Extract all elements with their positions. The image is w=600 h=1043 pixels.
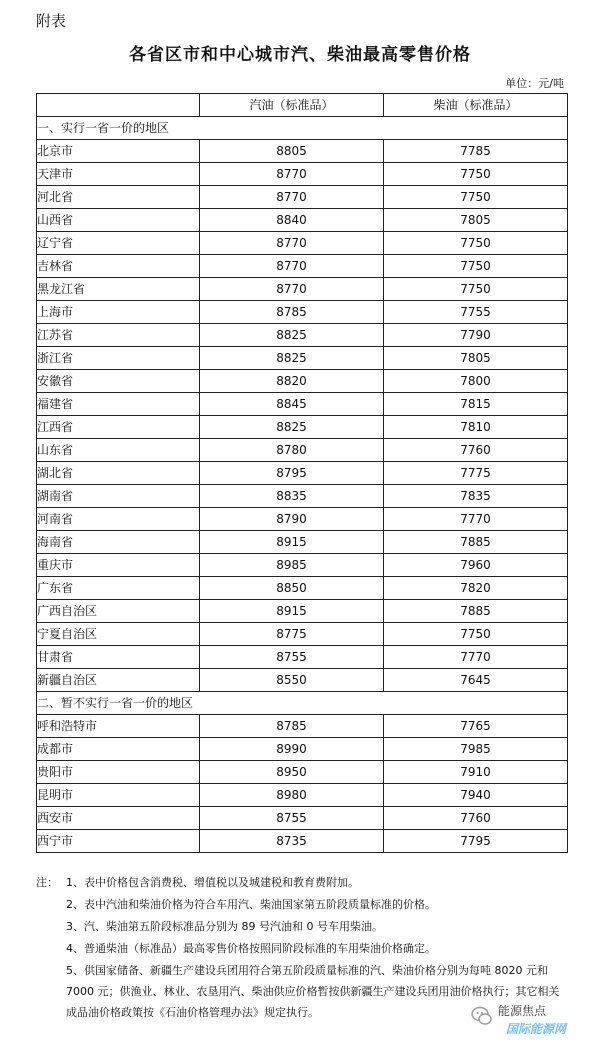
gasoline-price-cell: 8790 xyxy=(200,508,384,531)
table-row xyxy=(37,577,568,600)
table-row xyxy=(37,669,568,692)
gasoline-price-cell: 8825 xyxy=(200,347,384,370)
table-row xyxy=(37,830,568,853)
table-row xyxy=(37,508,568,531)
diesel-price-cell: 7985 xyxy=(384,738,568,761)
appendix-label: 附表 xyxy=(36,12,67,30)
region-name-cell: 河北省 xyxy=(37,186,200,209)
diesel-price-cell: 7785 xyxy=(384,140,568,163)
region-name-cell: 河南省 xyxy=(37,508,200,531)
table-row xyxy=(37,485,568,508)
price-table xyxy=(36,93,568,853)
region-name-cell: 甘肃省 xyxy=(37,646,200,669)
unit-label: 单位：元/吨 xyxy=(505,77,564,90)
table-row xyxy=(37,623,568,646)
section-title: 一、实行一省一价的地区 xyxy=(37,117,568,140)
gasoline-price-cell: 8755 xyxy=(200,807,384,830)
table-row xyxy=(37,393,568,416)
diesel-price-cell: 7760 xyxy=(384,439,568,462)
region-name-cell: 安徽省 xyxy=(37,370,200,393)
diesel-price-cell: 7790 xyxy=(384,324,568,347)
note-item xyxy=(36,894,566,916)
gasoline-price-cell: 8770 xyxy=(200,278,384,301)
diesel-price-cell: 7805 xyxy=(384,347,568,370)
watermark-name: 能源焦点 xyxy=(498,1004,547,1018)
diesel-price-cell: 7795 xyxy=(384,830,568,853)
diesel-price-cell: 7760 xyxy=(384,807,568,830)
region-name-cell: 江西省 xyxy=(37,416,200,439)
diesel-price-cell: 7960 xyxy=(384,554,568,577)
diesel-price-cell: 7815 xyxy=(384,393,568,416)
note-text: 4、普通柴油（标准品）最高零售价格按照同阶段标准的车用柴油价格确定。 xyxy=(66,942,436,955)
gasoline-price-cell: 8845 xyxy=(200,393,384,416)
diesel-price-cell: 7910 xyxy=(384,761,568,784)
region-name-cell: 新疆自治区 xyxy=(37,669,200,692)
table-row xyxy=(37,715,568,738)
note-text: 2、表中汽油和柴油价格为符合车用汽、柴油国家第五阶段质量标准的价格。 xyxy=(66,898,436,911)
section-title: 二、暂不实行一省一价的地区 xyxy=(37,692,568,715)
notes-label: 注： xyxy=(36,876,58,889)
diesel-price-cell: 7885 xyxy=(384,531,568,554)
region-name-cell: 山西省 xyxy=(37,209,200,232)
region-name-cell: 江苏省 xyxy=(37,324,200,347)
gasoline-price-cell: 8795 xyxy=(200,462,384,485)
region-name-cell: 昆明市 xyxy=(37,784,200,807)
diesel-price-cell: 7940 xyxy=(384,784,568,807)
diesel-price-cell: 7835 xyxy=(384,485,568,508)
column-header-diesel: 柴油（标准品） xyxy=(384,94,568,117)
diesel-price-cell: 7750 xyxy=(384,278,568,301)
gasoline-price-cell: 8825 xyxy=(200,416,384,439)
table-row xyxy=(37,209,568,232)
table-row xyxy=(37,140,568,163)
region-name-cell: 浙江省 xyxy=(37,347,200,370)
region-name-cell: 吉林省 xyxy=(37,255,200,278)
gasoline-price-cell: 8770 xyxy=(200,255,384,278)
gasoline-price-cell: 8915 xyxy=(200,531,384,554)
region-name-cell: 宁夏自治区 xyxy=(37,623,200,646)
diesel-price-cell: 7800 xyxy=(384,370,568,393)
gasoline-price-cell: 8785 xyxy=(200,301,384,324)
gasoline-price-cell: 8825 xyxy=(200,324,384,347)
region-name-cell: 湖北省 xyxy=(37,462,200,485)
region-name-cell: 福建省 xyxy=(37,393,200,416)
region-name-cell: 湖南省 xyxy=(37,485,200,508)
gasoline-price-cell: 8770 xyxy=(200,232,384,255)
gasoline-price-cell: 8980 xyxy=(200,784,384,807)
wechat-bubble-icon xyxy=(470,1004,494,1028)
note-text: 5、供国家储备、新疆生产建设兵团用符合第五阶段质量标准的汽、柴油价格分别为每吨 8020 元和 7000 元；供渔业、林业、农垦用汽、柴油供应价格暂按供新疆生产建设兵团用油价格执行；其它相关成品油价格政策按《石油价格管理办法》规定执行。 xyxy=(66,964,560,1019)
table-row xyxy=(37,531,568,554)
table-row xyxy=(37,416,568,439)
table-row xyxy=(37,278,568,301)
gasoline-price-cell: 8950 xyxy=(200,761,384,784)
diesel-price-cell: 7750 xyxy=(384,186,568,209)
watermark-site: 国际能源网 xyxy=(506,1022,567,1036)
table-row xyxy=(37,600,568,623)
gasoline-price-cell: 8735 xyxy=(200,830,384,853)
diesel-price-cell: 7810 xyxy=(384,416,568,439)
gasoline-price-cell: 8915 xyxy=(200,600,384,623)
table-row xyxy=(37,761,568,784)
gasoline-price-cell: 8990 xyxy=(200,738,384,761)
region-name-cell: 天津市 xyxy=(37,163,200,186)
region-name-cell: 北京市 xyxy=(37,140,200,163)
region-name-cell: 广东省 xyxy=(37,577,200,600)
region-name-cell: 广西自治区 xyxy=(37,600,200,623)
table-row xyxy=(37,439,568,462)
gasoline-price-cell: 8755 xyxy=(200,646,384,669)
note-item xyxy=(36,938,566,960)
gasoline-price-cell: 8785 xyxy=(200,715,384,738)
table-row xyxy=(37,255,568,278)
gasoline-price-cell: 8850 xyxy=(200,577,384,600)
region-name-cell: 山东省 xyxy=(37,439,200,462)
region-name-cell: 重庆市 xyxy=(37,554,200,577)
gasoline-price-cell: 8550 xyxy=(200,669,384,692)
table-row xyxy=(37,784,568,807)
region-name-cell: 成都市 xyxy=(37,738,200,761)
diesel-price-cell: 7775 xyxy=(384,462,568,485)
gasoline-price-cell: 8985 xyxy=(200,554,384,577)
note-text: 3、汽、柴油第五阶段标准品分别为 89 号汽油和 0 号车用柴油。 xyxy=(66,920,383,933)
note-item xyxy=(36,916,566,938)
gasoline-price-cell: 8775 xyxy=(200,623,384,646)
gasoline-price-cell: 8835 xyxy=(200,485,384,508)
table-row xyxy=(37,186,568,209)
diesel-price-cell: 7770 xyxy=(384,646,568,669)
section-row xyxy=(37,692,568,715)
table-row xyxy=(37,232,568,255)
region-name-cell: 西宁市 xyxy=(37,830,200,853)
region-name-cell: 西安市 xyxy=(37,807,200,830)
gasoline-price-cell: 8780 xyxy=(200,439,384,462)
region-name-cell: 呼和浩特市 xyxy=(37,715,200,738)
diesel-price-cell: 7755 xyxy=(384,301,568,324)
diesel-price-cell: 7770 xyxy=(384,508,568,531)
diesel-price-cell: 7750 xyxy=(384,623,568,646)
note-item xyxy=(36,872,566,894)
diesel-price-cell: 7750 xyxy=(384,255,568,278)
table-row xyxy=(37,324,568,347)
table-row xyxy=(37,646,568,669)
table-row xyxy=(37,738,568,761)
table-row xyxy=(37,807,568,830)
diesel-price-cell: 7645 xyxy=(384,669,568,692)
diesel-price-cell: 7750 xyxy=(384,163,568,186)
diesel-price-cell: 7885 xyxy=(384,600,568,623)
region-name-cell: 贵阳市 xyxy=(37,761,200,784)
region-name-cell: 上海市 xyxy=(37,301,200,324)
gasoline-price-cell: 8840 xyxy=(200,209,384,232)
diesel-price-cell: 7765 xyxy=(384,715,568,738)
table-header-row xyxy=(37,94,568,117)
watermark xyxy=(470,1000,600,1040)
diesel-price-cell: 7820 xyxy=(384,577,568,600)
column-header-gasoline: 汽油（标准品） xyxy=(200,94,384,117)
section-row xyxy=(37,117,568,140)
gasoline-price-cell: 8770 xyxy=(200,186,384,209)
table-row xyxy=(37,163,568,186)
table-row xyxy=(37,462,568,485)
diesel-price-cell: 7805 xyxy=(384,209,568,232)
region-name-cell: 海南省 xyxy=(37,531,200,554)
region-name-cell: 黑龙江省 xyxy=(37,278,200,301)
page-title: 各省区市和中心城市汽、柴油最高零售价格 xyxy=(129,45,471,65)
diesel-price-cell: 7750 xyxy=(384,232,568,255)
region-name-cell: 辽宁省 xyxy=(37,232,200,255)
table-row xyxy=(37,370,568,393)
table-row xyxy=(37,301,568,324)
table-row xyxy=(37,347,568,370)
note-text: 1、表中价格包含消费税、增值税以及城建税和教育费附加。 xyxy=(66,876,359,889)
table-row xyxy=(37,554,568,577)
gasoline-price-cell: 8820 xyxy=(200,370,384,393)
gasoline-price-cell: 8770 xyxy=(200,163,384,186)
column-header-region xyxy=(37,94,200,117)
gasoline-price-cell: 8805 xyxy=(200,140,384,163)
